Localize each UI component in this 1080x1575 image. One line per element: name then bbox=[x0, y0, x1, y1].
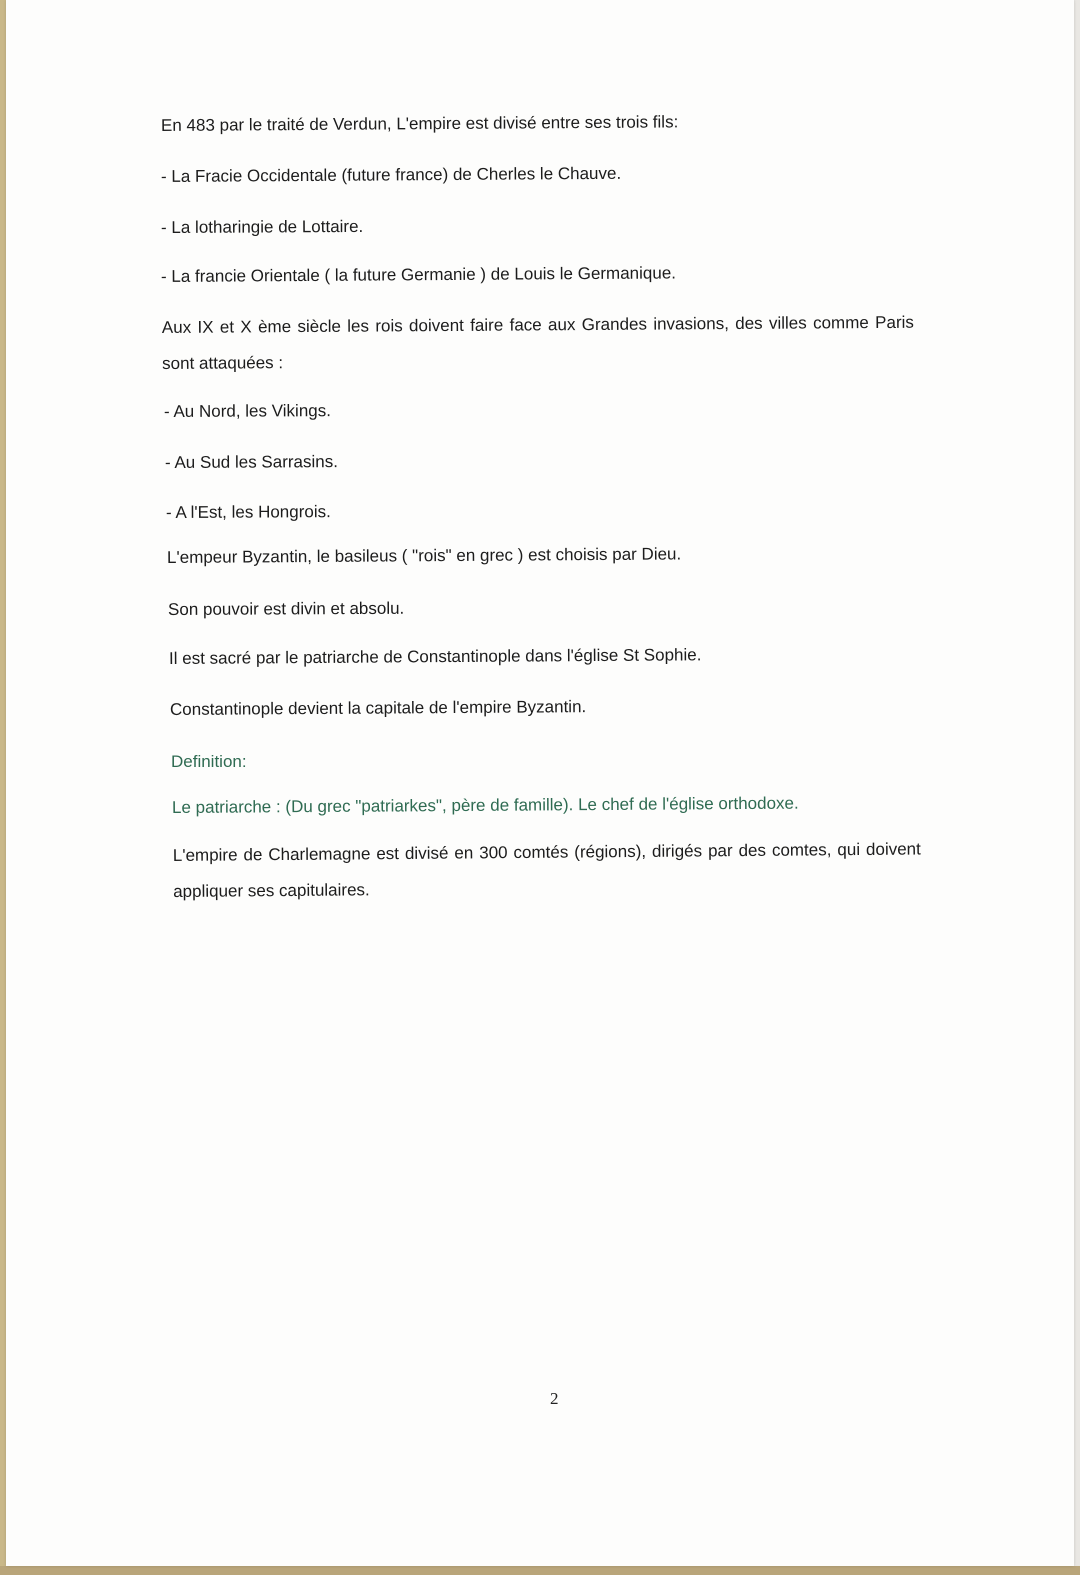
paragraph-sacre: Il est sacré par le patriarche de Constantinople dans l'église St Sophie. bbox=[168, 645, 702, 668]
paragraph-basileus: L'empeur Byzantin, le basileus ( "rois" en grec ) est choisis par Dieu. bbox=[166, 544, 682, 567]
paragraph-comtes: L'empire de Charlemagne est divisé en 300 comtés (régions), dirigés par des comtes, qui doivent appliquer ses capitulaires. bbox=[172, 839, 921, 901]
paragraph-verdun: En 483 par le traité de Verdun, L'empire est divisé entre ses trois fils: bbox=[160, 112, 679, 135]
table-surface bbox=[0, 1566, 1080, 1575]
paper-sheet bbox=[6, 0, 1074, 1566]
list-item: - A l'Est, les Hongrois. bbox=[165, 502, 331, 522]
list-item: - Au Nord, les Vikings. bbox=[163, 401, 331, 421]
list-item: - La francie Orientale ( la future Germanie ) de Louis le Germanique. bbox=[160, 263, 677, 286]
paragraph-capitale: Constantinople devient la capitale de l'empire Byzantin. bbox=[169, 697, 587, 719]
list-item: - La lotharingie de Lottaire. bbox=[160, 216, 364, 237]
document-body bbox=[6, 0, 1074, 1566]
list-item: - Au Sud les Sarrasins. bbox=[164, 452, 338, 472]
paragraph-pouvoir: Son pouvoir est divin et absolu. bbox=[167, 598, 405, 619]
definition-heading: Definition: bbox=[171, 752, 247, 771]
paragraph-invasions: Aux IX et X ème siècle les rois doivent faire face aux Grandes invasions, des villes comme Paris sont attaquées : bbox=[161, 312, 914, 373]
page-number: 2 bbox=[550, 1389, 559, 1408]
list-item: - La Fracie Occidentale (future france) de Cherles le Chauve. bbox=[160, 163, 622, 186]
definition-text: Le patriarche : (Du grec "patriarkes", père de famille). Le chef de l'église orthodoxe. bbox=[171, 793, 799, 817]
